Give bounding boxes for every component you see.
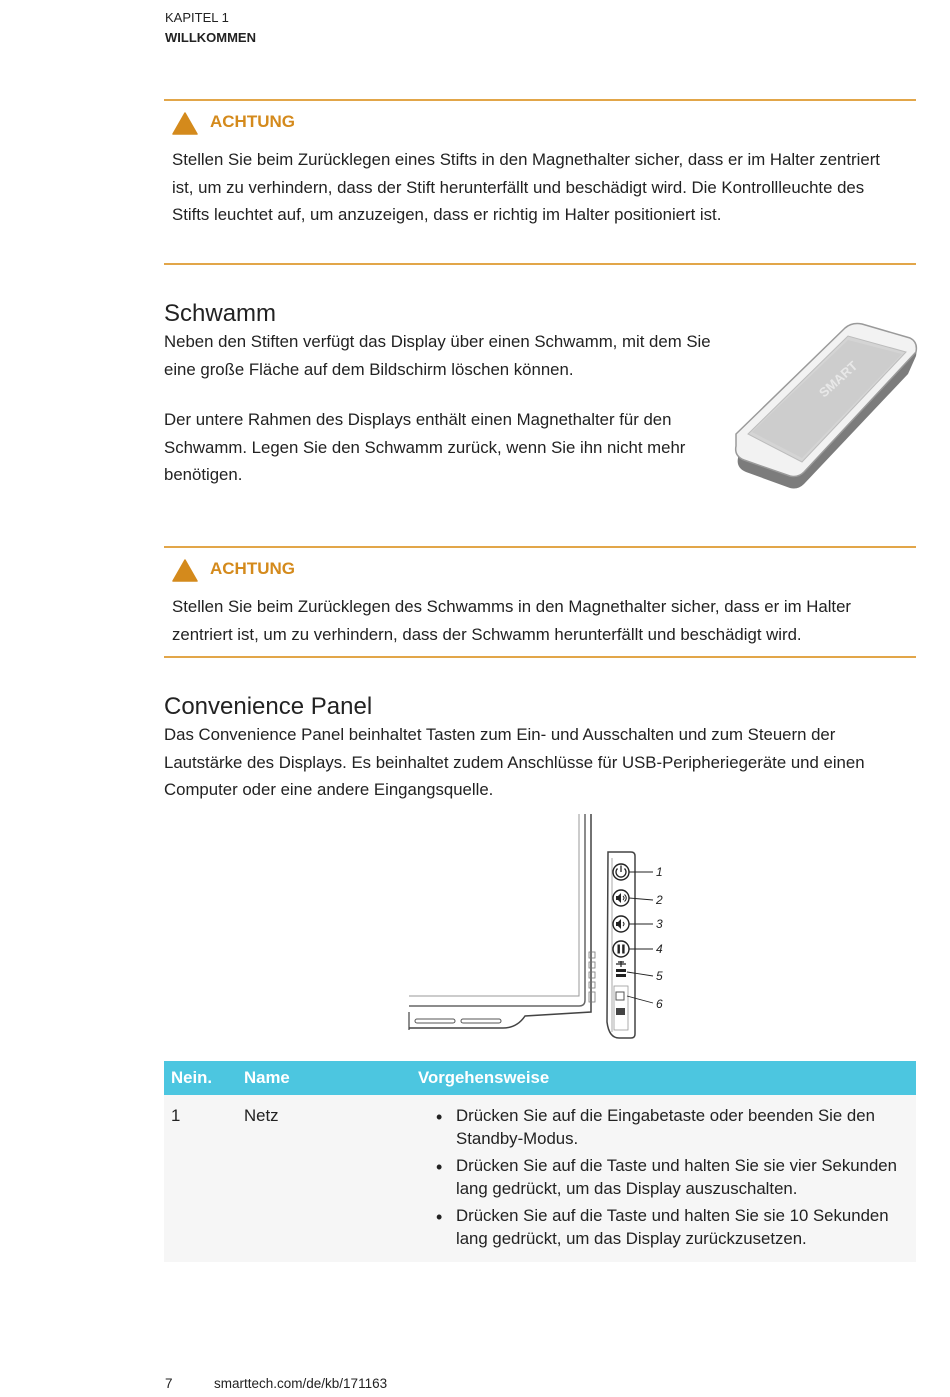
column-header-number: Nein. [164,1061,237,1095]
caution-box-sponge [164,546,916,658]
running-header [165,8,256,48]
smart-logo: SMART [815,358,861,401]
caution-text: Stellen Sie beim Zurücklegen eines Stifts in den Magnethalter sicher, dass er im Halter zentriert ist, um zu verhindern, dass der Stift herunterfällt und beschädigt wird. Die Kontrollleuchte des Stifts leuchtet auf, um anzuzeigen, dass er richtig im Halter positioniert ist. [172,150,880,224]
callout-number: 4 [656,942,663,956]
caution-text: Stellen Sie beim Zurücklegen des Schwamms in den Magnethalter sicher, dass er im Halter zentriert ist, um zu verhindern, dass der Schwamm herunterfällt und beschädigt wird. [172,597,852,644]
pause-icon [613,941,629,957]
sponge-paragraph-1: Neben den Stiften verfügt das Display über einen Schwamm, mit dem Sie eine große Fläche auf dem Bildschirm löschen können. [164,332,711,379]
column-header-procedure: Vorgehensweise [411,1061,916,1095]
caution-label: ACHTUNG [210,112,295,131]
warning-icon [172,559,198,582]
table-header-row [164,1061,916,1095]
volume-up-icon [613,890,629,906]
column-header-name: Name [237,1061,411,1095]
list-item: • Drücken Sie auf die Eingabetaste oder beenden Sie den Standby-Modus. [418,1104,916,1150]
page-number: 7 [165,1376,173,1391]
list-item: • Drücken Sie auf die Taste und halten Sie sie 10 Sekunden lang gedrückt, um das Display zurückzusetzen. [418,1204,916,1250]
usb-icon [616,961,626,977]
cell-number: 1 [164,1095,237,1262]
sponge-paragraph-2: Der untere Rahmen des Displays enthält einen Magnethalter für den Schwamm. Legen Sie den Schwamm zurück, wenn Sie ihn nicht mehr benötigen. [164,410,686,484]
sponge-illustration [732,322,922,494]
chapter-number: KAPITEL 1 [165,10,229,25]
callout-number: 1 [656,865,663,879]
chapter-title: WILLKOMMEN [165,30,256,45]
section-title-convenience-panel: Convenience Panel [164,693,373,720]
cell-name: Netz [237,1095,411,1262]
section-title-sponge: Schwamm [164,300,277,327]
convenience-panel-illustration [405,812,680,1044]
convenience-panel-paragraph: Das Convenience Panel beinhaltet Tasten zum Ein- und Ausschalten und zum Steuern der Lautstärke des Displays. Es beinhaltet zudem Anschlüsse für USB-Peripheriegeräte und einen Computer oder eine andere Eingangsquelle. [164,725,865,799]
callout-number: 6 [656,997,663,1011]
cell-procedure [411,1095,916,1262]
procedure-list [418,1104,916,1250]
callout-number: 2 [656,893,663,907]
footer-url[interactable]: smarttech.com/de/kb/171163 [214,1376,388,1391]
caution-box-pen [164,99,916,265]
callout-number: 5 [656,969,663,983]
warning-icon [172,112,198,135]
callout-number: 3 [656,917,663,931]
power-icon [613,864,629,880]
table-row [164,1095,916,1262]
controls-table [164,1061,916,1262]
list-item: • Drücken Sie auf die Taste und halten Sie sie vier Sekunden lang gedrückt, um das Display auszuschalten. [418,1154,916,1200]
volume-down-icon [613,916,629,932]
caution-label: ACHTUNG [210,559,295,578]
